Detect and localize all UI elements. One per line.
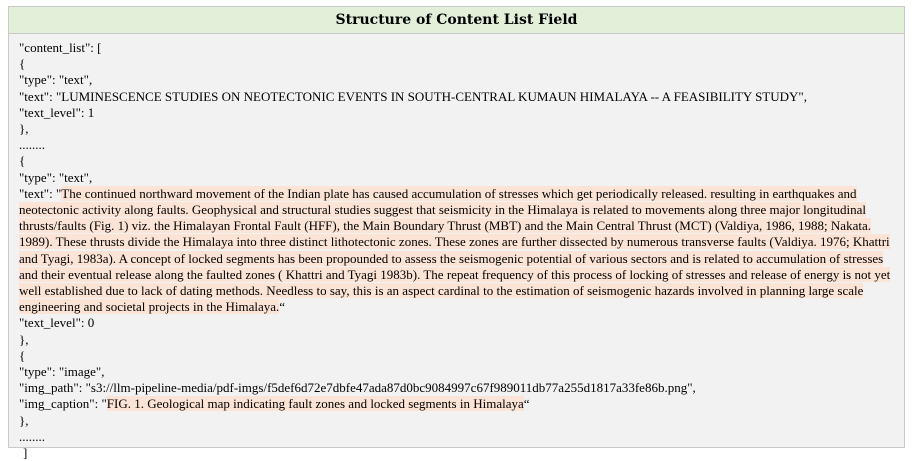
- closing-quote: “: [279, 299, 286, 315]
- code-line: },: [19, 412, 29, 428]
- highlighted-paragraph: The continued northward movement of the Indian plate has caused accumulation of stresses which get periodically released. resulting in earthquakes and neotectonic activity along faults. Geophysical and structural studies suggest that seismicity in the Himalaya is related to movements along three major longitudinal thrusts/faults (Fig. 1) viz. the Himalayan Frontal Fault (HFF), the Main Boundary Thrust (MBT) and the Main Central Thrust (MCT) (Valdiya, 1986, 1988; Nakata. 1989). These thrusts divide the Himalaya into three distinct lithotectonic zones. These zones are further dissected by numerous transverse faults (Valdiya. 1976; Khattri and Tyagi, 1983a). A concept of locked segments has been propounded to assess the seismogenic potential of various sectors and is related to accumulation of stresses and their eventual release along the faulted zones ( Khattri and Tyagi 1983b). The repeat frequency of this process of locking of stresses and release of energy is not yet well established due to lack of dating methods. Needless to say, this is an aspect cardinal to the estimation of seismogenic hazards involved in planning large scale engineering and societal projects in the Himalaya.: [19, 185, 891, 315]
- code-line: "text": "LUMINESCENCE STUDIES ON NEOTECTONIC EVENTS IN SOUTH-CENTRAL KUMAUN HIMALAYA -- A FEASIBILITY STUDY",: [19, 88, 807, 104]
- code-line: "content_list": [: [19, 40, 102, 55]
- code-line: },: [19, 121, 29, 137]
- code-line: "type": "image",: [19, 364, 105, 380]
- ellipsis-line: ........: [19, 428, 45, 444]
- caption-key: "img_caption": ": [19, 396, 107, 412]
- code-line: "type": "text",: [19, 169, 93, 185]
- panel-title: Structure of Content List Field: [9, 7, 904, 34]
- code-block: [9, 34, 904, 461]
- content-list-panel: [8, 6, 905, 461]
- code-line: },: [19, 331, 29, 347]
- ellipsis-line: ........: [19, 137, 45, 153]
- img-caption-line: [19, 396, 894, 412]
- highlighted-text-entry: [19, 186, 894, 316]
- code-line: ]: [23, 445, 28, 461]
- code-line: "text_level": 1: [19, 104, 95, 120]
- code-line: {: [19, 347, 26, 363]
- code-line: "text_level": 0: [19, 315, 95, 331]
- text-key: "text": ": [19, 185, 62, 201]
- code-line: {: [19, 56, 26, 72]
- code-line: {: [19, 153, 26, 169]
- closing-quote: “: [523, 396, 530, 412]
- code-line: "type": "text",: [19, 72, 93, 88]
- img-path-line: "img_path": "s3://llm-pipeline-media/pdf-imgs/f5def6d72e7dbfe47ada87d0bc9084997c67f989011db77a255d1817a33fe86b.png",: [19, 380, 696, 396]
- highlighted-caption: FIG. 1. Geological map indicating fault zones and locked segments in Himalaya: [106, 396, 524, 412]
